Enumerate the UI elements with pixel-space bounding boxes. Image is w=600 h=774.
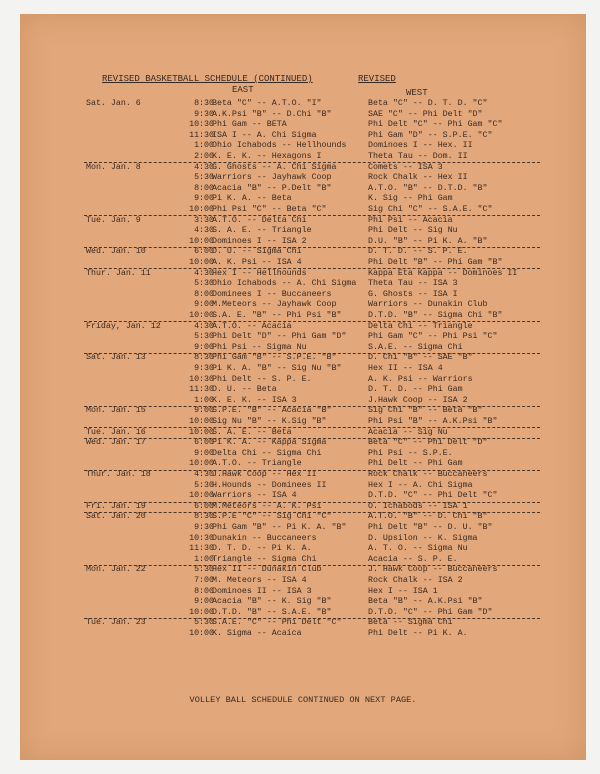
game-time: 11:30 [189,544,214,554]
schedule-row [20,268,586,279]
game-time: 10:00 [189,459,214,469]
east-game: Phi Delt -- S. P. E. [212,374,312,384]
east-game: Hex I -- Hellhounds [212,268,307,278]
east-game: Pi K. A. -- Kappa Sigma [212,438,327,448]
schedule-row [20,342,586,353]
west-game: Acacia -- S. P. E. [368,554,458,564]
game-time: 4:30 [194,162,214,172]
west-game: Hex I -- ISA 1 [368,586,438,596]
west-game: Rock Chalk -- Buccaneers [368,470,488,479]
west-game: Beta "B" -- A.K.Psi "B" [368,597,483,607]
east-game: Dunakin -- Buccaneers [212,533,317,543]
east-game: Warriors -- Jayhawk Coop [212,173,332,183]
west-game: Sig Chi "B" -- Beta "B" [368,406,483,416]
game-date: Mon. Jan. 15 [86,406,146,416]
schedule-row [20,257,586,268]
west-game: Warriors -- Dunakin Club [368,300,488,310]
east-game: D. T. D. -- Pi K. A. [212,544,312,554]
east-game: Ohio Ichabods -- Hellhounds [212,141,347,151]
west-game: Acacia -- Sig Nu [368,427,448,437]
game-date: Mon. Jan. 8 [86,162,141,172]
west-game: A.T.O. "B" -- D.T.D. "B" [368,183,488,193]
game-date: Friday, Jan. 12 [86,321,161,331]
document-page [20,14,586,760]
west-game: D.U. "B" -- Pi K. A. "B" [368,236,488,246]
west-game: O. Ichabods -- ISA 1 [368,501,468,511]
east-game: M.Meteors -- Jayhawk Coop [212,300,337,310]
game-time: 11:30 [189,130,214,140]
game-time: 5:30 [194,480,214,490]
schedule-row [20,204,586,215]
game-time: 10:00 [189,607,214,617]
schedule-row [20,193,586,204]
game-date: Fri. Jan. 19 [86,501,146,511]
east-game: K. E. K. -- ISA 3 [212,395,297,405]
game-date: Thur. Jan. 11 [86,268,151,278]
west-game: J.Hawk Coop -- ISA 2 [368,395,468,405]
game-time: 7:00 [194,576,214,585]
schedule-row [20,427,586,438]
schedule-row [20,469,586,480]
west-game: D. Upsilon -- K. Sigma [368,533,478,543]
west-game: D.T.D. "C" -- Phi Gam "D" [368,607,493,617]
schedule-title: REVISED BASKETBALL SCHEDULE (CONTINUED) [102,74,313,84]
west-game: D. T. D. -- Phi Gam [368,385,463,395]
schedule-row [20,554,586,565]
schedule-row [20,310,586,321]
schedule-row [20,617,586,628]
west-game: Phi Gam "C" -- Phi Psi "C" [368,332,498,342]
game-time: 5:30 [194,618,214,628]
game-time: 2:00 [194,152,214,161]
schedule-row [20,374,586,385]
east-game: H.Hounds -- Dominees II [212,480,327,490]
west-game: Phi Gam "D" -- S.P.E. "C" [368,130,493,140]
east-game: Dominees I -- Buccaneers [212,289,332,299]
game-date: Wed. Jan. 17 [86,438,146,448]
game-date: Wed. Jan. 10 [86,247,146,257]
game-time: 10:30 [189,120,214,130]
schedule-row [20,628,586,639]
east-game: A.T.O. -- Delta Chi [212,215,307,225]
west-game: Phi Delt "C" -- Phi Gam "C" [368,120,503,130]
west-game: Beta "C" -- D. T. D. "C" [368,99,488,108]
east-game: A.K.Psi "B" -- D.Chi "B" [212,109,332,119]
schedule-row [20,586,586,597]
game-time: 1:00 [194,141,214,151]
west-game: Phi Delt "B" -- Phi Gam "B" [368,258,503,267]
west-game: Hex I -- A. Chi Sigma [368,480,473,490]
west-game: D.T.D. "B" -- Sigma Chi "B" [368,311,503,320]
game-time: 5:30 [194,173,214,183]
west-game: Beta "C" -- Phi Delt "D" [368,438,488,448]
east-game: M.Meteors -- A. K. Psi [212,501,322,511]
game-time: 9:00 [194,194,214,204]
schedule-row [20,448,586,459]
east-game: Warriors -- ISA 4 [212,491,297,501]
schedule-row [20,405,586,416]
west-game: A.T.O. "B" -- D. Chi "B" [368,512,488,522]
game-time: 10:00 [189,491,214,501]
game-time: 10:00 [189,427,214,437]
west-game: K. Sig -- Phi Gam [368,194,453,204]
schedule-row [20,119,586,130]
east-game: Phi Psi "C" -- Beta "C" [212,205,327,214]
schedule-row [20,352,586,363]
east-game: Acacia "B" -- P.Delt "B" [212,183,332,193]
game-time: 8:30 [194,512,214,522]
west-game: Hex II -- ISA 4 [368,364,443,373]
game-date: Sat. Jan. 20 [86,512,146,522]
schedule-row [20,395,586,406]
game-time: 5:30 [194,565,214,575]
schedule-row [20,278,586,289]
west-game: A. T. O. -- Sigma Nu [368,544,468,554]
game-time: 4:30 [194,321,214,331]
east-game: Acacia "B" -- K. Sig "B" [212,597,332,607]
west-game: D.T.D. "C" -- Phi Delt "C" [368,491,498,501]
east-game: A.T.O. -- Triangle [212,459,302,469]
game-date: Tue. Jan. 23 [86,618,146,628]
game-time: 8:00 [194,289,214,299]
schedule-row [20,607,586,618]
west-game: J. Hawk Coop -- Buccaneers [368,565,498,575]
game-time: 5:30 [194,332,214,342]
schedule-row [20,575,586,586]
west-game: Theta Tau -- ISA 3 [368,279,458,289]
west-game: Comets -- ISA 3 [368,162,443,172]
game-time: 4:30 [194,470,214,479]
east-game: D. U. -- Sigma Chi [212,247,302,257]
west-game: Beta -- Sigma Chi [368,618,453,628]
game-time: 9:30 [194,364,214,373]
schedule-row [20,236,586,247]
east-game: Phi Gam -- BETA [212,120,287,130]
schedule-row [20,162,586,173]
west-game: D. T. D. -- S. P. E. [368,247,468,257]
west-game: A. K. Psi -- Warriors [368,374,473,384]
schedule-row [20,522,586,533]
west-game: G. Ghosts -- ISA I [368,289,458,299]
east-game: M. Meteors -- ISA 4 [212,576,307,585]
revised-label: REVISED [358,74,396,84]
east-game: S.A. E. "B" -- Phi Psi "B" [212,311,342,320]
schedule-row [20,458,586,469]
east-game: Sig Nu "B" -- K.Sig "B" [212,417,327,426]
game-time: 6:00 [194,438,214,448]
west-game: Rock Chalk -- ISA 2 [368,576,463,585]
west-game: Theta Tau -- Dom. II [368,152,468,161]
east-game: Dominoes I -- ISA 2 [212,236,307,246]
west-game: Rock Chalk -- Hex II [368,173,468,183]
east-game: Pi K. A. "B" -- Sig Nu "B" [212,364,342,373]
east-game: S.A.E. "C" -- Phi Delt "C" [212,618,342,628]
east-game: Pi K. A. -- Beta [212,194,292,204]
east-game: A.T.O. -- Acacia [212,321,292,331]
west-game: Dominoes I -- Hex. II [368,141,473,151]
west-game: Phi Delt -- Pi K. A. [368,629,468,638]
schedule-row [20,480,586,491]
west-game: Phi Psi -- S.P.E. [368,448,453,458]
game-date: Thur. Jan. 18 [86,470,151,479]
schedule-row [20,363,586,374]
game-time: 8:00 [194,183,214,193]
east-game: ISA I -- A. Chi Sigma [212,130,317,140]
schedule-row [20,130,586,141]
east-game: G. Ghosts -- A. Chi Sigma [212,162,337,172]
schedule-row [20,331,586,342]
game-time: 4:30 [194,226,214,236]
schedule-row [20,109,586,120]
schedule-row [20,140,586,151]
east-game: Hex II -- Dunakin Club [212,565,322,575]
schedule-row [20,98,586,109]
game-time: 4:30 [194,268,214,278]
schedule-row [20,151,586,162]
game-time: 9:00 [194,342,214,352]
east-game: J.Hawk Coop -- Hex II [212,470,317,479]
east-game: Phi Psi -- Sigma Nu [212,342,307,352]
schedule-row [20,183,586,194]
schedule-row [20,437,586,448]
schedule-row [20,215,586,226]
west-game: Phi Delt -- Phi Gam [368,459,463,469]
west-game: Kappa Eta Kappa -- Dominoes II [368,268,518,278]
game-time: 11:30 [189,385,214,395]
west-game: S.A.E. -- Sigma Chi [368,342,463,352]
footer-note: VOLLEY BALL SCHEDULE CONTINUED ON NEXT PAGE. [189,695,417,705]
schedule-row [20,511,586,522]
schedule-row [20,246,586,257]
game-time: 9:00 [194,300,214,310]
west-game: D. Chi "B" -- SAE "B" [368,353,473,363]
game-time: 10:00 [189,236,214,246]
game-time: 10:30 [189,374,214,384]
west-column-heading: WEST [406,88,428,98]
west-game: SAE "C" -- Phi Delt "D" [368,109,483,119]
game-time: 5:30 [194,279,214,289]
west-game: Phi Psi "B" -- A.K.Psi "B" [368,417,498,426]
game-time: 8:30 [194,99,214,108]
game-date: Sat. Jan. 6 [86,99,141,108]
schedule-row [20,596,586,607]
schedule-row [20,490,586,501]
west-game: Phi Delt -- Sig Nu [368,226,458,236]
east-game: Phi Delt "D" -- Phi Gam "D" [212,332,347,342]
game-time: 9:00 [194,448,214,458]
east-game: Triangle -- Sigma Chi [212,554,317,564]
game-time: 1:00 [194,554,214,564]
game-time: 10:00 [189,629,214,638]
schedule-row [20,501,586,512]
east-game: S. A. E. -- Triangle [212,226,312,236]
east-game: Dominoes II -- ISA 3 [212,586,312,596]
east-game: D. U. -- Beta [212,385,277,395]
east-game: K. Sigma -- Acaica [212,629,302,638]
game-time: 10:00 [189,311,214,320]
game-time: 9:00 [194,406,214,416]
east-game: Delta Chi -- Sigma Chi [212,448,322,458]
game-time: 8:30 [194,353,214,363]
schedule-row [20,416,586,427]
schedule-row [20,321,586,332]
west-game: Phi Delt "B" -- D. U. "B" [368,523,493,532]
game-time: 1:00 [194,395,214,405]
east-game: Ohio Ichabods -- A. Chi Sigma [212,279,357,289]
schedule-row [20,564,586,575]
west-game: Delta Chi -- Triangle [368,321,473,331]
game-time: 10:00 [189,205,214,214]
east-game: Beta "C" -- A.T.O. "I" [212,99,322,108]
schedule-row [20,299,586,310]
west-game: Sig Chi "C" -- S.A.E. "C" [368,205,493,214]
game-time: 9:30 [194,109,214,119]
schedule-row [20,533,586,544]
schedule-row [20,543,586,554]
east-game: S. A. E. -- Beta [212,427,292,437]
schedule-row [20,172,586,183]
east-game: Phi Gam "B" -- Pi K. A. "B" [212,523,347,532]
schedule-row [20,225,586,236]
game-time: 10:00 [189,258,214,267]
game-time: 10:30 [189,533,214,543]
game-date: Mon. Jan. 22 [86,565,146,575]
west-game: Phi Psi -- Acacia [368,215,453,225]
game-time: 9:00 [194,597,214,607]
schedule-row [20,289,586,300]
game-time: 8:00 [194,586,214,596]
schedule-row [20,384,586,395]
east-game: D.T.D. "B" -- S.A.E. "B" [212,607,332,617]
game-time: 6:00 [194,247,214,257]
east-game: S.P.E "C" -- Sig Chi "C" [212,512,332,522]
game-time: 6:00 [194,501,214,511]
game-date: Tue. Jan. 16 [86,427,146,437]
east-game: Phi Gam "B" -- S.P.E. "B" [212,353,337,363]
game-date: Tue. Jan. 9 [86,215,141,225]
east-game: K. E. K. -- Hexagons I [212,152,322,161]
east-game: A. K. Psi -- ISA 4 [212,258,302,267]
east-column-heading: EAST [232,85,254,95]
game-time: 9:30 [194,523,214,532]
game-time: 10:00 [189,417,214,426]
game-time: 3:30 [194,215,214,225]
east-game: S.P.E. "B" -- Acacia "B" [212,406,332,416]
game-date: Sat. Jan. 13 [86,353,146,363]
